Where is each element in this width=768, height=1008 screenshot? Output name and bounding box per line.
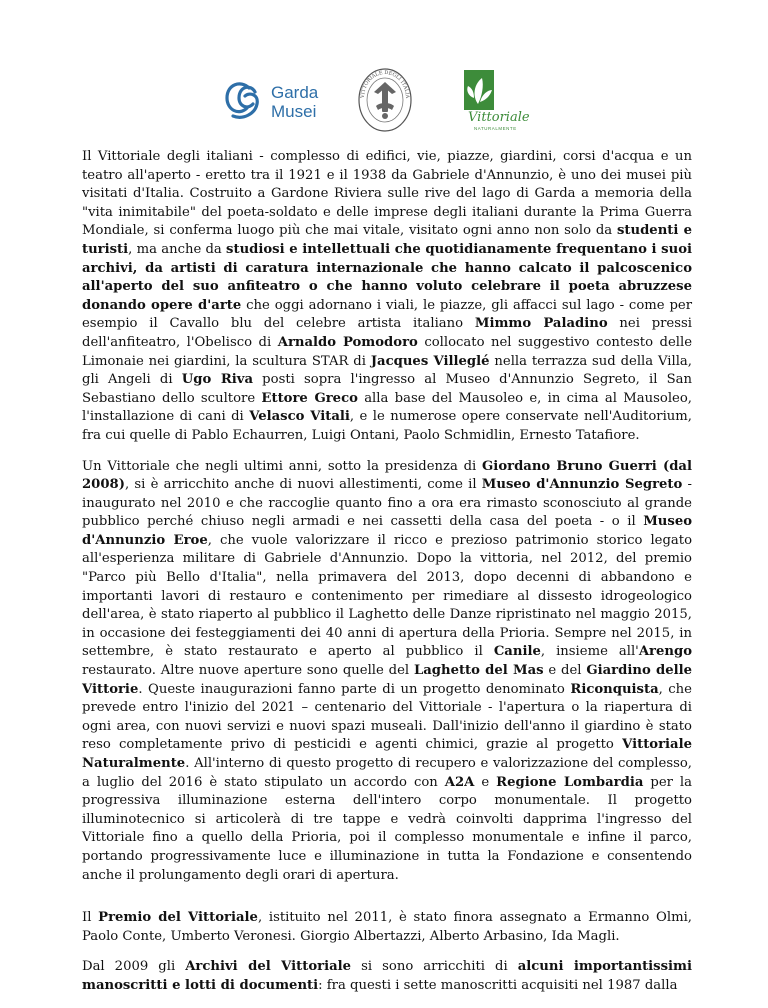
- seal-ring-text: VITTORIALE DEGLI ITALIA: [359, 69, 411, 99]
- text-run: , si è arricchito anche di nuovi allestimenti, come il: [124, 477, 482, 493]
- text-run: . Queste inaugurazioni fanno parte di un progetto denominato: [138, 681, 571, 697]
- logo-header: [0, 62, 768, 142]
- text-run: collocato nel suggestivo contesto delle Limonaie nei giardini, la scultura STAR di: [82, 334, 693, 369]
- text-run: , che prevede entro l'inizio del 2021 – centenario del Vittoriale - l'apertura o la riapertura di ogni area, con nuovi servizi e nuovi spazi museali. Dall'inizio dell'anno il giardino è stato reso completamente privo di pesticidi e agenti chimici, grazie al progetto: [82, 681, 692, 753]
- bold-text: Vittoriale Naturalmente: [82, 737, 692, 771]
- bold-text: Canile: [493, 644, 541, 660]
- garda-musei-mark-icon: [227, 84, 257, 117]
- text-run: Un Vittoriale che negli ultimi anni, sotto la presidenza di: [82, 458, 483, 474]
- bold-text: Jacques Villeglé: [370, 353, 490, 369]
- paragraph-3: [82, 909, 692, 946]
- bold-text: Regione Lombardia: [496, 774, 644, 790]
- bold-text: Laghetto del Mas: [413, 663, 544, 679]
- text-run: , ma anche da: [128, 241, 227, 257]
- text-run: per la progressiva illuminazione esterna dell'intero corpo monumentale. Il progetto illuminotecnico si articolerà di tre tappe e vedrà coinvolti dapprima l'ingresso del Vittoriale fino a quello della Prioria, poi il complesso monumentale e infine il parco, portando progressivamente luce e illuminazione in tutta la Fondazione e consentendo anche il prolungamento degli orari di apertura.: [82, 774, 692, 883]
- text-run: , che vuole valorizzare il ricco e prezioso patrimonio storico legato all'esperienza militare di Gabriele d'Annunzio. Dopo la vittoria, nel 2012, del premio "Parco più Bello d'Italia", nella primavera del 2013, dopo decenni di abbandono e importanti lavori di restauro e contenimento per rimediare al dissesto idrogeologico dell'area, è stato riaperto al pubblico il Laghetto delle Danze ripristinato nel maggio 2015, in occasione dei festeggiamenti dei 40 anni di apertura della Prioria. Sempre nel 2015, in settembre, è stato restaurato e aperto al pubblico il: [82, 532, 693, 660]
- text-run: Il: [82, 910, 99, 926]
- text-run: nei pressi dell'anfiteatro, l'Obelisco di: [82, 316, 692, 350]
- text-run: che oggi adornano i viali, le piazze, gli affacci sul lago - come per esempio il Cavallo blu del celebre artista italiano: [82, 297, 692, 332]
- paragraph-2: [82, 458, 692, 886]
- garda-musei-logo: [219, 72, 337, 128]
- bold-text: Giardino delle Vittorie: [82, 663, 692, 697]
- bold-text: Arengo: [638, 644, 692, 660]
- text-run: , e le numerose opere conservate nell'Auditorium, fra cui quelle di Pablo Echaurren, Luigi Ontani, Paolo Schmidlin, Ernesto Tatafiore.: [82, 409, 693, 443]
- text-run: alla base del Mausoleo e, in cima al Mausoleo, l'installazione di cani di: [82, 390, 692, 425]
- bold-text: studiosi e intellettuali che quotidianamente frequentano i suoi archivi, da artisti di caratura internazionale che hanno calcato il palcoscenico all'aperto del suo anfiteatro o che hanno voluto celebrare il poeta abruzzese donando opere d'arte: [82, 241, 692, 313]
- vittoriale-naturalmente-logo: [452, 68, 530, 134]
- text-run: , insieme all': [540, 644, 639, 660]
- bold-text: Mimmo Paladino: [474, 316, 608, 332]
- paragraph-4: [82, 958, 692, 995]
- text-run: - inaugurato nel 2010 e che raccoglie quanto fino a ora era rimasto sconosciuto al grande pubblico perché chiuso negli armadi e nei cassetti della casa del poeta - o il: [82, 477, 692, 530]
- bold-text: alcuni importantissimi manoscritti e lotti di documenti: [82, 959, 692, 993]
- vittoriale-wordmark: Vittoriale: [468, 110, 530, 125]
- text-run: posti sopra l'ingresso al Museo d'Annunzio Segreto, il San Sebastiano dello scultore: [82, 372, 692, 406]
- text-run: . All'interno di questo progetto di recupero e valorizzazione del complesso, a luglio del 2016 è stato stipulato un accordo con: [82, 756, 692, 790]
- text-run: restaurato. Altre nuove aperture sono quelle del: [82, 663, 414, 679]
- garda-musei-line1: Garda: [271, 83, 319, 102]
- bold-text: studenti e turisti: [82, 223, 693, 257]
- bold-text: Museo d'Annunzio Eroe: [82, 514, 692, 548]
- vittoriale-subtitle: NATURALMENTE: [474, 126, 517, 131]
- vittoriale-seal-logo: [356, 62, 414, 134]
- bold-text: Ettore Greco: [261, 390, 358, 406]
- bold-text: Ugo Riva: [181, 372, 254, 388]
- bold-text: Riconquista: [570, 681, 659, 697]
- text-run: Dal 2009 gli: [82, 959, 186, 975]
- text-run: Il Vittoriale degli italiani - complesso di edifici, vie, piazze, giardini, corsi d'acqua e un teatro all'aperto - eretto tra il 1921 e il 1938 da Gabriele d'Annunzio, è uno dei musei più visitati d'Italia. Costruito a Gardone Riviera sulle rive del lago di Garda a memoria della "vita inimitabile" del poeta-soldato e delle imprese degli italiani durante la Prima Guerra Mondiale, si conferma luogo più che mai vitale, visitato ogni anno non solo da: [82, 149, 692, 239]
- text-run: si sono arricchiti di: [351, 959, 518, 975]
- bold-text: Giordano Bruno Guerri (dal 2008): [82, 458, 692, 493]
- text-run: e: [474, 774, 497, 790]
- bold-text: Velasco Vitali: [249, 409, 350, 425]
- text-run: e del: [543, 663, 587, 679]
- seal-emblem-icon: [374, 82, 396, 119]
- text-run: : fra questi i sette manoscritti acquisiti nel 1987 dalla: [318, 977, 678, 993]
- bold-text: Archivi del Vittoriale: [185, 959, 352, 975]
- body-text: [82, 148, 692, 1008]
- text-run: , istituito nel 2011, è stato finora assegnato a Ermanno Olmi, Paolo Conte, Umberto Veronesi. Giorgio Albertazzi, Alberto Arbasino, Ida Magli.: [82, 910, 692, 944]
- bold-text: A2A: [444, 774, 475, 790]
- paragraph-1: [82, 148, 692, 446]
- garda-musei-line2: Musei: [271, 102, 317, 121]
- bold-text: Arnaldo Pomodoro: [277, 334, 418, 350]
- bold-text: Museo d'Annunzio Segreto: [481, 477, 683, 493]
- bold-text: Premio del Vittoriale: [98, 910, 258, 926]
- text-run: nella terrazza sud della Villa, gli Angeli di: [82, 353, 692, 388]
